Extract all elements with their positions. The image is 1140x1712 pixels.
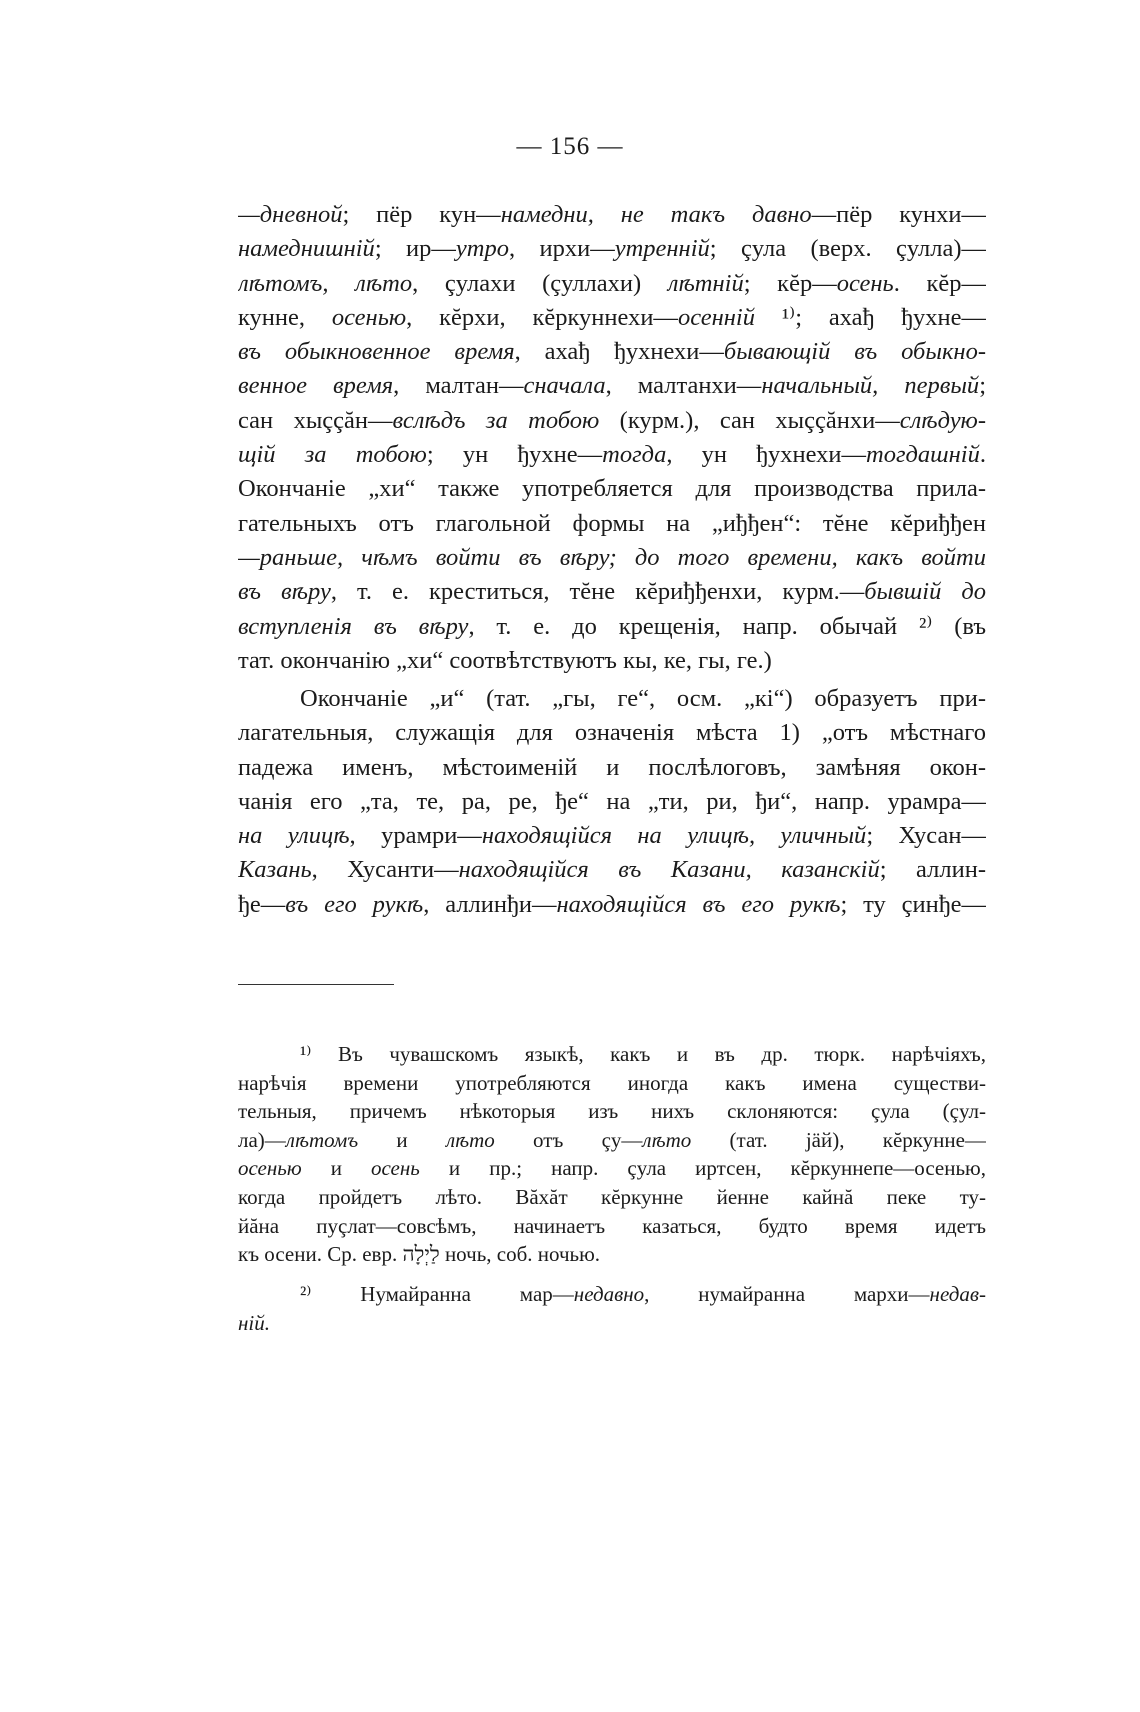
italic-text: Казань [238,856,312,884]
text: , кĕрхи, кĕркуннехи— [406,303,678,331]
text: ; ир— [374,235,456,263]
text: (курм.), сан хыççăнхи— [599,406,900,434]
text: . кĕр— [893,269,986,297]
italic-text: въ обыкновенное время [238,338,515,366]
text-line [238,1240,986,1269]
text: Окончаніе „хи“ также употребляется для производства прила- [238,475,986,503]
italic-text: лѣтній [667,269,744,297]
text: ²⁾ Нумайранна мар— [300,1282,574,1306]
text-line [238,507,986,541]
footnote-2 [238,1280,986,1337]
text-line [238,335,986,369]
italic-text: лѣтомъ, лѣто [238,269,413,297]
text-line [238,541,986,575]
text: тат. окончанію „хи“ соотвѣтствуютъ кы, ке, гы, ге.) [238,646,772,674]
italic-text: осенній [677,303,755,331]
text: ; ун ђухне— [426,441,603,469]
text-line [238,301,986,335]
text: ; çула (верх. çулла)— [709,235,986,263]
text: нарѣчія времени употребляются иногда какъ имена существи- [238,1070,986,1095]
text-line [238,1183,986,1212]
italic-text: недав- [929,1282,986,1306]
italic-text: тогдашній [866,441,980,469]
text: , малтан— [393,372,524,400]
italic-text: находящійся въ его рукѣ [556,890,841,918]
text: ночь, соб. ночью. [439,1242,601,1267]
italic-text: слѣдую- [899,406,986,434]
text-line [238,472,986,506]
text: тельныя, причемъ нѣкоторыя изъ нихъ склоняются: çула (çул- [238,1099,986,1124]
text: ¹⁾; ахађ ђухне— [754,303,986,331]
italic-text: вступленія въ вѣру [238,612,469,640]
footnote-1 [238,1040,986,1269]
text-line [238,610,986,644]
text: ; [979,372,986,400]
italic-text: осень [836,269,894,297]
italic-text: находящійся на улицѣ, уличный [481,822,867,850]
text: , нумайранна мархи— [644,1282,930,1306]
text-line [238,1280,986,1309]
text: ; аллин- [879,856,986,884]
footnote-separator-rule [238,984,394,985]
hebrew-word: לַיְלָה [402,1242,440,1267]
page-number: — 156 — [516,133,624,160]
text: , ун ђухнехи— [666,441,867,469]
italic-text: намедни, не такъ давно [500,201,812,228]
italic-text: ній. [238,1310,271,1335]
text-line [238,853,986,887]
text-line [238,404,986,438]
text: гательныхъ отъ глагольной формы на „иђђен“: тĕне кĕриђђен [238,509,986,537]
italic-text: осень [371,1156,420,1181]
italic-text: на улицѣ [238,822,350,850]
italic-text: бывшій до [864,578,986,606]
text: отъ çу— [494,1127,643,1152]
italic-text: лѣто [642,1127,692,1152]
text: ла)— [238,1127,286,1152]
italic-text: въ его рукѣ [285,890,424,918]
italic-text: щій за тобою [238,441,427,469]
italic-text: начальный, первый [761,372,980,400]
text-line [238,232,986,266]
italic-text: осенью [238,1156,302,1181]
text: , аллинђи— [423,890,557,918]
italic-text: бывающій въ обыкно- [723,338,986,366]
text-line [238,1154,986,1183]
italic-text: осенью [331,303,407,331]
text-line [238,644,986,678]
text: , т. е. до крещенія, напр. обычай ²⁾ (въ [468,612,986,640]
italic-text: лѣтомъ [285,1127,359,1152]
text-line [238,888,986,922]
italic-text: тогда [602,441,667,469]
text: , малтанхи— [605,372,762,400]
text: (тат. jäй), кĕркунне— [691,1127,986,1152]
text-line [238,198,986,232]
text: когда пройдетъ лѣто. Вăхăт кĕркунне йенне кайнă пеке ту- [238,1184,986,1209]
text-line [238,575,986,609]
text-line [238,716,986,750]
text-line [238,1097,986,1126]
text: кунне, [238,303,332,331]
text: сан хыççăн— [238,406,393,434]
text: , ирхи— [508,235,615,263]
italic-text: въ вѣру [238,578,331,606]
text-line [238,819,986,853]
italic-text: —дневной [238,201,343,228]
italic-text: намеднишній [238,235,375,263]
text-line [238,1040,986,1069]
italic-text: —раньше, чѣмъ войти въ вѣру; до того времени, какъ войти [238,543,986,571]
text-line [238,751,986,785]
text: , т. е. креститься, тĕне кĕриђђенхи, курм.— [330,578,865,606]
text: , Хусанти— [311,856,459,884]
main-paragraph-2 [238,682,986,922]
italic-text: лѣто [445,1127,495,1152]
italic-text: вслѣдъ за тобою [392,406,600,434]
text: , çулахи (çуллахи) [412,269,668,297]
text-line [238,438,986,472]
text-line [238,682,986,716]
text: ; пёр кун— [342,201,501,228]
italic-text: венное время [238,372,394,400]
italic-text: недавно [573,1282,645,1306]
text: чанія его „та, те, ра, ре, ђе“ на „ти, ри, ђи“, напр. урамра— [238,787,986,815]
text: ; ту çинђе— [840,890,986,918]
text: ¹⁾ Въ чувашскомъ языкѣ, какъ и въ др. тюрк. нарѣчіяхъ, [300,1042,986,1066]
text-line [238,1212,986,1241]
text: ђе— [238,890,286,918]
text: Окончаніе „и“ (тат. „гы, ге“, осм. „кі“) образуетъ при- [300,685,986,712]
text: и [358,1127,446,1152]
text: , урамри— [349,822,482,850]
text-line [238,267,986,301]
text: лагательныя, служащія для означенія мѣста 1) „отъ мѣстнаго [238,719,986,747]
text: и [301,1156,372,1181]
text: . [979,441,986,469]
text: , ахађ ђухнехи— [514,338,724,366]
text: ; Хусан— [866,822,986,850]
text: и пр.; напр. çула иртсен, кĕркуннепе—осенью, [419,1156,986,1181]
text-line [238,1309,986,1338]
text: ; кĕр— [743,269,837,297]
italic-text: сначала [523,372,606,400]
text-line [238,1126,986,1155]
italic-text: утро [455,235,509,263]
text-line [238,1069,986,1098]
text-line [238,369,986,403]
text: —пёр кунхи— [811,201,986,228]
main-paragraph-1 [238,198,986,678]
text-line [238,785,986,819]
text: йăна пуçлат—совсѣмъ, начинаетъ казаться, будто время идетъ [238,1213,986,1238]
italic-text: находящійся въ Казани, казанскій [458,856,880,884]
italic-text: утренній [614,235,710,263]
text: падежа именъ, мѣстоименій и послѣлоговъ, замѣняя окон- [238,753,986,781]
text: къ осени. Ср. евр. [238,1242,403,1267]
